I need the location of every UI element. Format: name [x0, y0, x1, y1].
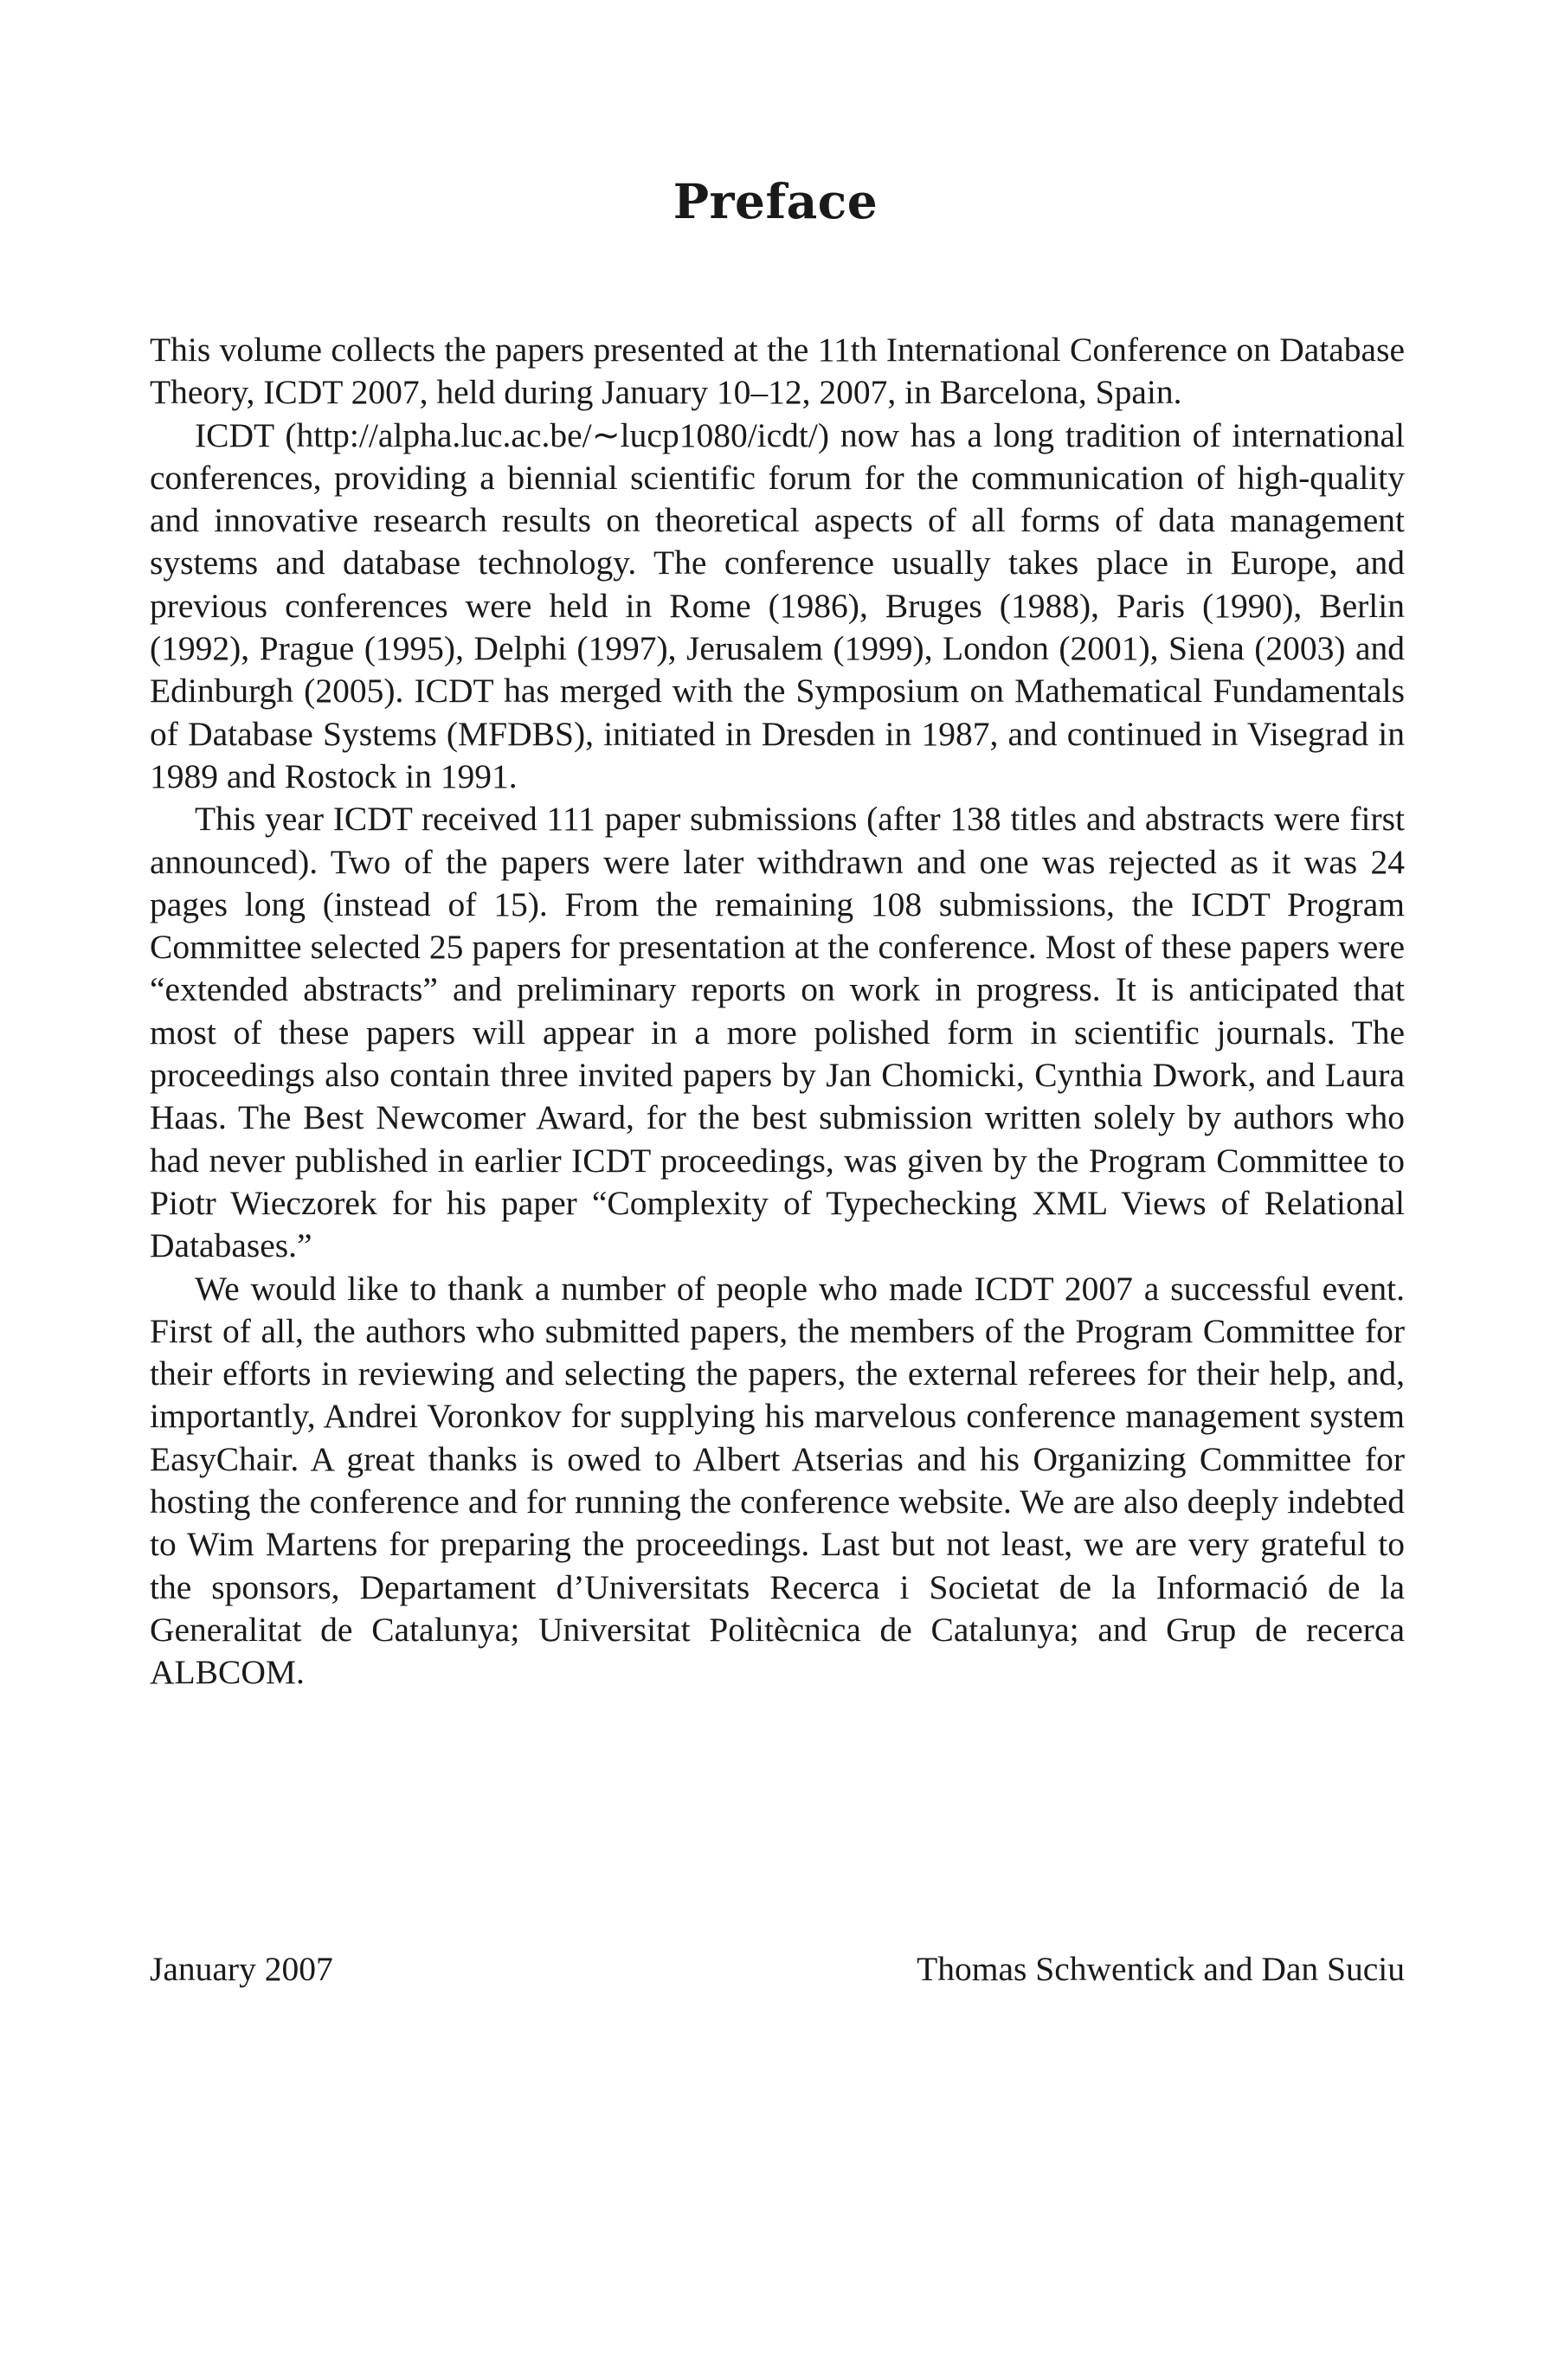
paragraph: ICDT (http://alpha.luc.ac.be/∼lucp1080/icdt/) now has a long tradition of international conferences, providing a biennial scientific forum for the communication of high-quality and innovative research results on theoretical aspects of all forms of data management systems and database technology. The conference usually takes place in Europe, and previous conferences were held in Rome (1986), Bruges (1988), Paris (1990), Berlin (1992), Prague (1995), Delphi (1997), Jerusalem (1999), London (2001), Siena (2003) and Edinburgh (2005). ICDT has merged with the Symposium on Mathematical Fundamentals of Database Systems (MFDBS), initiated in Dresden in 1987, and continued in Visegrad in 1989 and Rostock in 1991.	[150, 415, 1405, 795]
preface-body	[150, 329, 1405, 1695]
paragraph: This year ICDT received 111 paper submissions (after 138 titles and abstracts were first announced). Two of the papers were later withdrawn and one was rejected as it was 24 pages long (instead of 15). From the remaining 108 submissions, the ICDT Program Committee selected 25 papers for presentation at the conference. Most of these papers were “extended abstracts” and preliminary reports on work in progress. It is anticipated that most of these papers will appear in a more polished form in scientific journals. The proceedings also contain three invited papers by Jan Chomicki, Cynthia Dwork, and Laura Haas. The Best Newcomer Award, for the best submission written solely by authors who had never published in earlier ICDT proceedings, was given by the Program Committee to Piotr Wieczorek for his paper “Complexity of Typechecking XML Views of Relational Databases.”	[150, 800, 1405, 1265]
paragraph: We would like to thank a number of people who made ICDT 2007 a successful event. First of all, the authors who submitted papers, the members of the Program Committee for their efforts in reviewing and selecting the papers, the external referees for their help, and, importantly, Andrei Voronkov for supplying his marvelous conference management system EasyChair. A great thanks is owed to Albert Atserias and his Organizing Committee for hosting the conference and for running the conference website. We are also deeply indebted to Wim Martens for preparing the proceedings. Last but not least, we are very grateful to the sponsors, Departament d’Universitats Recerca i Societat de la Informació de la Generalitat de Catalunya; Universitat Politècnica de Catalunya; and Grup de recerca ALBCOM.	[150, 1269, 1405, 1692]
page-title: Preface	[673, 173, 878, 229]
preface-date: January 2007	[150, 1950, 333, 1988]
paragraph: This volume collects the papers presented at the 11th International Conference on Database Theory, ICDT 2007, held during January 10–12, 2007, in Barcelona, Spain.	[150, 331, 1405, 412]
signature-line	[150, 1947, 1405, 1991]
preface-authors: Thomas Schwentick and Dan Suciu	[917, 1950, 1405, 1988]
